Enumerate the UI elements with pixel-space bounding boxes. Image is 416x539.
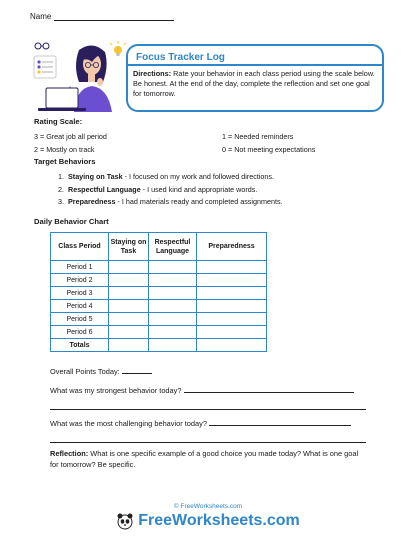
overall-points-label: Overall Points Today: bbox=[50, 367, 120, 376]
name-row bbox=[30, 12, 174, 21]
reflection-text: What is one specific example of a good choice you made today? What is one goal for tomorrow? Be specific. bbox=[50, 449, 359, 469]
rating-cell[interactable] bbox=[109, 326, 149, 339]
rating-cell[interactable] bbox=[149, 261, 197, 274]
challenging-row bbox=[50, 418, 351, 428]
rating-cell[interactable] bbox=[197, 261, 267, 274]
target-behaviors-title: Target Behaviors bbox=[34, 157, 96, 166]
rating-item-0: 0 = Not meeting expectations bbox=[222, 145, 316, 154]
panda-logo-icon bbox=[116, 512, 134, 530]
table-header-row bbox=[51, 233, 267, 261]
checklist-card-icon bbox=[34, 56, 56, 78]
rating-cell[interactable] bbox=[149, 326, 197, 339]
rating-cell[interactable] bbox=[149, 300, 197, 313]
col-header-staying-on-task: Staying on Task bbox=[109, 233, 149, 261]
list-item: 2. Respectful Language - I used kind and appropriate words. bbox=[58, 184, 258, 194]
target-behaviors-list bbox=[58, 171, 283, 209]
row-label: Period 5 bbox=[51, 313, 109, 326]
footer-brand bbox=[0, 512, 416, 530]
total-cell[interactable] bbox=[109, 339, 149, 352]
challenging-answer-line-2[interactable] bbox=[50, 442, 366, 443]
glasses-icon bbox=[35, 43, 49, 49]
rating-cell[interactable] bbox=[109, 300, 149, 313]
rating-item-1: 1 = Needed reminders bbox=[222, 132, 294, 141]
row-label: Period 3 bbox=[51, 287, 109, 300]
overall-points-row bbox=[50, 366, 152, 376]
table-row bbox=[51, 300, 267, 313]
strongest-answer-line-2[interactable] bbox=[50, 409, 366, 410]
name-input-line[interactable] bbox=[54, 12, 174, 21]
rating-cell[interactable] bbox=[149, 274, 197, 287]
table-row bbox=[51, 261, 267, 274]
rating-cell[interactable] bbox=[109, 313, 149, 326]
rating-cell[interactable] bbox=[197, 274, 267, 287]
rating-cell[interactable] bbox=[197, 300, 267, 313]
totals-label: Totals bbox=[51, 339, 109, 352]
rating-cell[interactable] bbox=[109, 261, 149, 274]
list-item: 3. Preparedness - I had materials ready and completed assignments. bbox=[58, 197, 283, 206]
table-row bbox=[51, 274, 267, 287]
strongest-answer-line[interactable] bbox=[184, 385, 354, 393]
name-label: Name bbox=[30, 12, 52, 21]
strongest-question: What was my strongest behavior today? bbox=[50, 386, 182, 395]
col-header-respectful-language: Respectful Language bbox=[149, 233, 197, 261]
col-header-class-period: Class Period bbox=[51, 233, 109, 261]
rating-cell[interactable] bbox=[109, 287, 149, 300]
rating-item-2: 2 = Mostly on track bbox=[34, 145, 95, 154]
challenging-question: What was the most challenging behavior today? bbox=[50, 419, 207, 428]
directions-label: Directions: bbox=[133, 69, 172, 78]
student-illustration bbox=[24, 36, 136, 112]
total-cell[interactable] bbox=[149, 339, 197, 352]
header-divider bbox=[126, 64, 384, 66]
rating-cell[interactable] bbox=[109, 274, 149, 287]
rating-item-3: 3 = Great job all period bbox=[34, 132, 107, 141]
person-figure bbox=[74, 45, 112, 112]
chart-title: Daily Behavior Chart bbox=[34, 217, 109, 226]
rating-cell[interactable] bbox=[149, 287, 197, 300]
rating-cell[interactable] bbox=[197, 313, 267, 326]
col-header-preparedness: Preparedness bbox=[197, 233, 267, 261]
worksheet-title: Focus Tracker Log bbox=[136, 52, 225, 63]
overall-points-input[interactable] bbox=[122, 366, 152, 374]
row-label: Period 6 bbox=[51, 326, 109, 339]
table-row bbox=[51, 339, 267, 352]
reflection-prompt bbox=[50, 448, 366, 470]
rating-scale-title: Rating Scale: bbox=[34, 117, 83, 126]
rating-cell[interactable] bbox=[197, 287, 267, 300]
reflection-label: Reflection: bbox=[50, 449, 89, 458]
row-label: Period 4 bbox=[51, 300, 109, 313]
rating-cell[interactable] bbox=[197, 326, 267, 339]
table-row bbox=[51, 287, 267, 300]
row-label: Period 1 bbox=[51, 261, 109, 274]
row-label: Period 2 bbox=[51, 274, 109, 287]
footer-copyright: © FreeWorksheets.com bbox=[173, 503, 243, 510]
directions bbox=[133, 69, 379, 99]
directions-text: Rate your behavior in each class period using the scale below. Be honest. At the end of the day, complete the reflection and set one goal for tomorrow. bbox=[133, 69, 375, 98]
table-row bbox=[51, 313, 267, 326]
list-item: 1. Staying on Task - I focused on my work and followed directions. bbox=[58, 172, 275, 181]
total-cell[interactable] bbox=[197, 339, 267, 352]
behavior-chart-table bbox=[50, 232, 267, 352]
rating-cell[interactable] bbox=[149, 313, 197, 326]
footer-brand-text: FreeWorksheets.com bbox=[138, 512, 300, 529]
challenging-answer-line[interactable] bbox=[209, 418, 351, 426]
lightbulb-icon bbox=[110, 41, 126, 56]
strongest-row bbox=[50, 385, 354, 395]
table-row bbox=[51, 326, 267, 339]
